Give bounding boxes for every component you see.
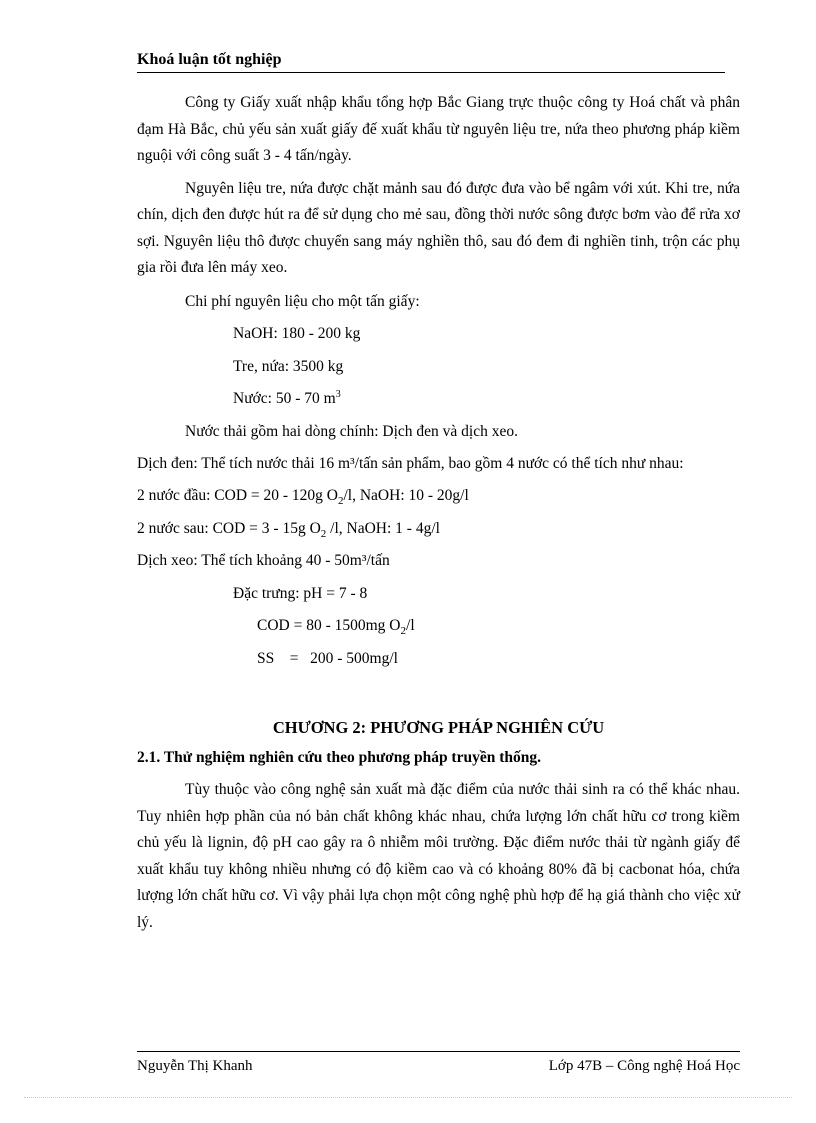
ss-value: SS = 200 - 500mg/l — [257, 649, 398, 667]
footer-class: Lớp 47B – Công nghệ Hoá Học — [548, 1058, 740, 1074]
chapter-title: CHƯƠNG 2: PHƯƠNG PHÁP NGHIÊN CỨU — [272, 718, 605, 737]
cost-tre: Tre, nứa: 3500 kg — [233, 357, 344, 375]
header-title: Khoá luận tốt nghiệp — [137, 51, 282, 68]
cost-intro: Chi phí nguyên liệu cho một tấn giấy: — [185, 292, 420, 310]
wastewater-intro: Nước thải gồm hai dòng chính: Dịch đen và dịch xeo. — [185, 422, 518, 440]
cost-nuoc: Nước: 50 - 70 $m^3$ — [233, 389, 341, 407]
dich-den: Dịch đen: Thể tích nước thải 16 m³/tấn sản phẩm, bao gồm 4 nước có thể tích như nhau: — [137, 455, 684, 472]
section-title: 2.1. Thử nghiệm nghiên cứu theo phương pháp truyền thống. — [137, 749, 541, 766]
footer-divider — [137, 1051, 740, 1052]
paragraph-company: Công ty Giấy xuất nhập khẩu tổng hợp Bắc Giang trực thuộc công ty Hoá chất và phân đạm Hà Bắc, chủ yếu sản xuất giấy đế xuất khẩu từ nguyên liệu tre, nứa theo phương pháp kiềm nguội với công suất 3 - 4 tấn/ngày. — [137, 94, 740, 164]
second-water: 2 nước sau: COD = 3 - 15g $O_2$ /l, NaOH: 1 - 4g/l — [137, 519, 440, 540]
cod-value: COD = 80 - 1500mg $O_2/l$ — [257, 617, 415, 637]
page-bottom-divider — [24, 1097, 792, 1098]
page-header — [137, 50, 725, 73]
paragraph-technology: Tùy thuộc vào công nghệ sản xuất mà đặc điểm của nước thải sinh ra có thể khác nhau. Tuy nhiên hợp phần của nó bản chất không khác nhau, chứa lượng lớn chất hữu cơ trong kiềm chủ yếu là lignin, độ pH cao gây ra ô nhiễm môi trường. Đặc điểm nước thải từ ngành giấy để xuất khẩu tuy không nhiều nhưng có độ kiềm cao và có khoảng 80% đã bị cacbonat hóa, chứa lượng lớn chất hữu cơ. Vì vậy phải lựa chọn một công nghệ phù hợp để hạ giá thành cho việc xử lý. — [137, 781, 740, 931]
first-water: 2 nước đầu: COD = 20 - 120g $O_2/l$, NaOH: 10 - 20g/l — [137, 487, 469, 507]
cost-naoh: NaOH: 180 - 200 kg — [233, 325, 361, 342]
dac-trung: Đặc trưng: pH = 7 - 8 — [233, 584, 368, 602]
dich-xeo: Dịch xeo: Thể tích khoảng 40 - 50m³/tấn — [137, 552, 390, 569]
page-body — [137, 90, 740, 936]
paragraph-process: Nguyên liệu tre, nứa được chặt mảnh sau đó được đưa vào bể ngâm với xút. Khi tre, nứa chín, dịch đen được hút ra để sử dụng cho mẻ sau, đồng thời nước sông được bơm vào để rửa xơ sợi. Nguyên liệu thô được chuyển sang máy nghiền thô, sau đó đem đi nghiền tinh, trộn các phụ gia rồi đưa lên máy xeo. — [137, 179, 740, 276]
footer-author: Nguyễn Thị Khanh — [137, 1058, 253, 1074]
